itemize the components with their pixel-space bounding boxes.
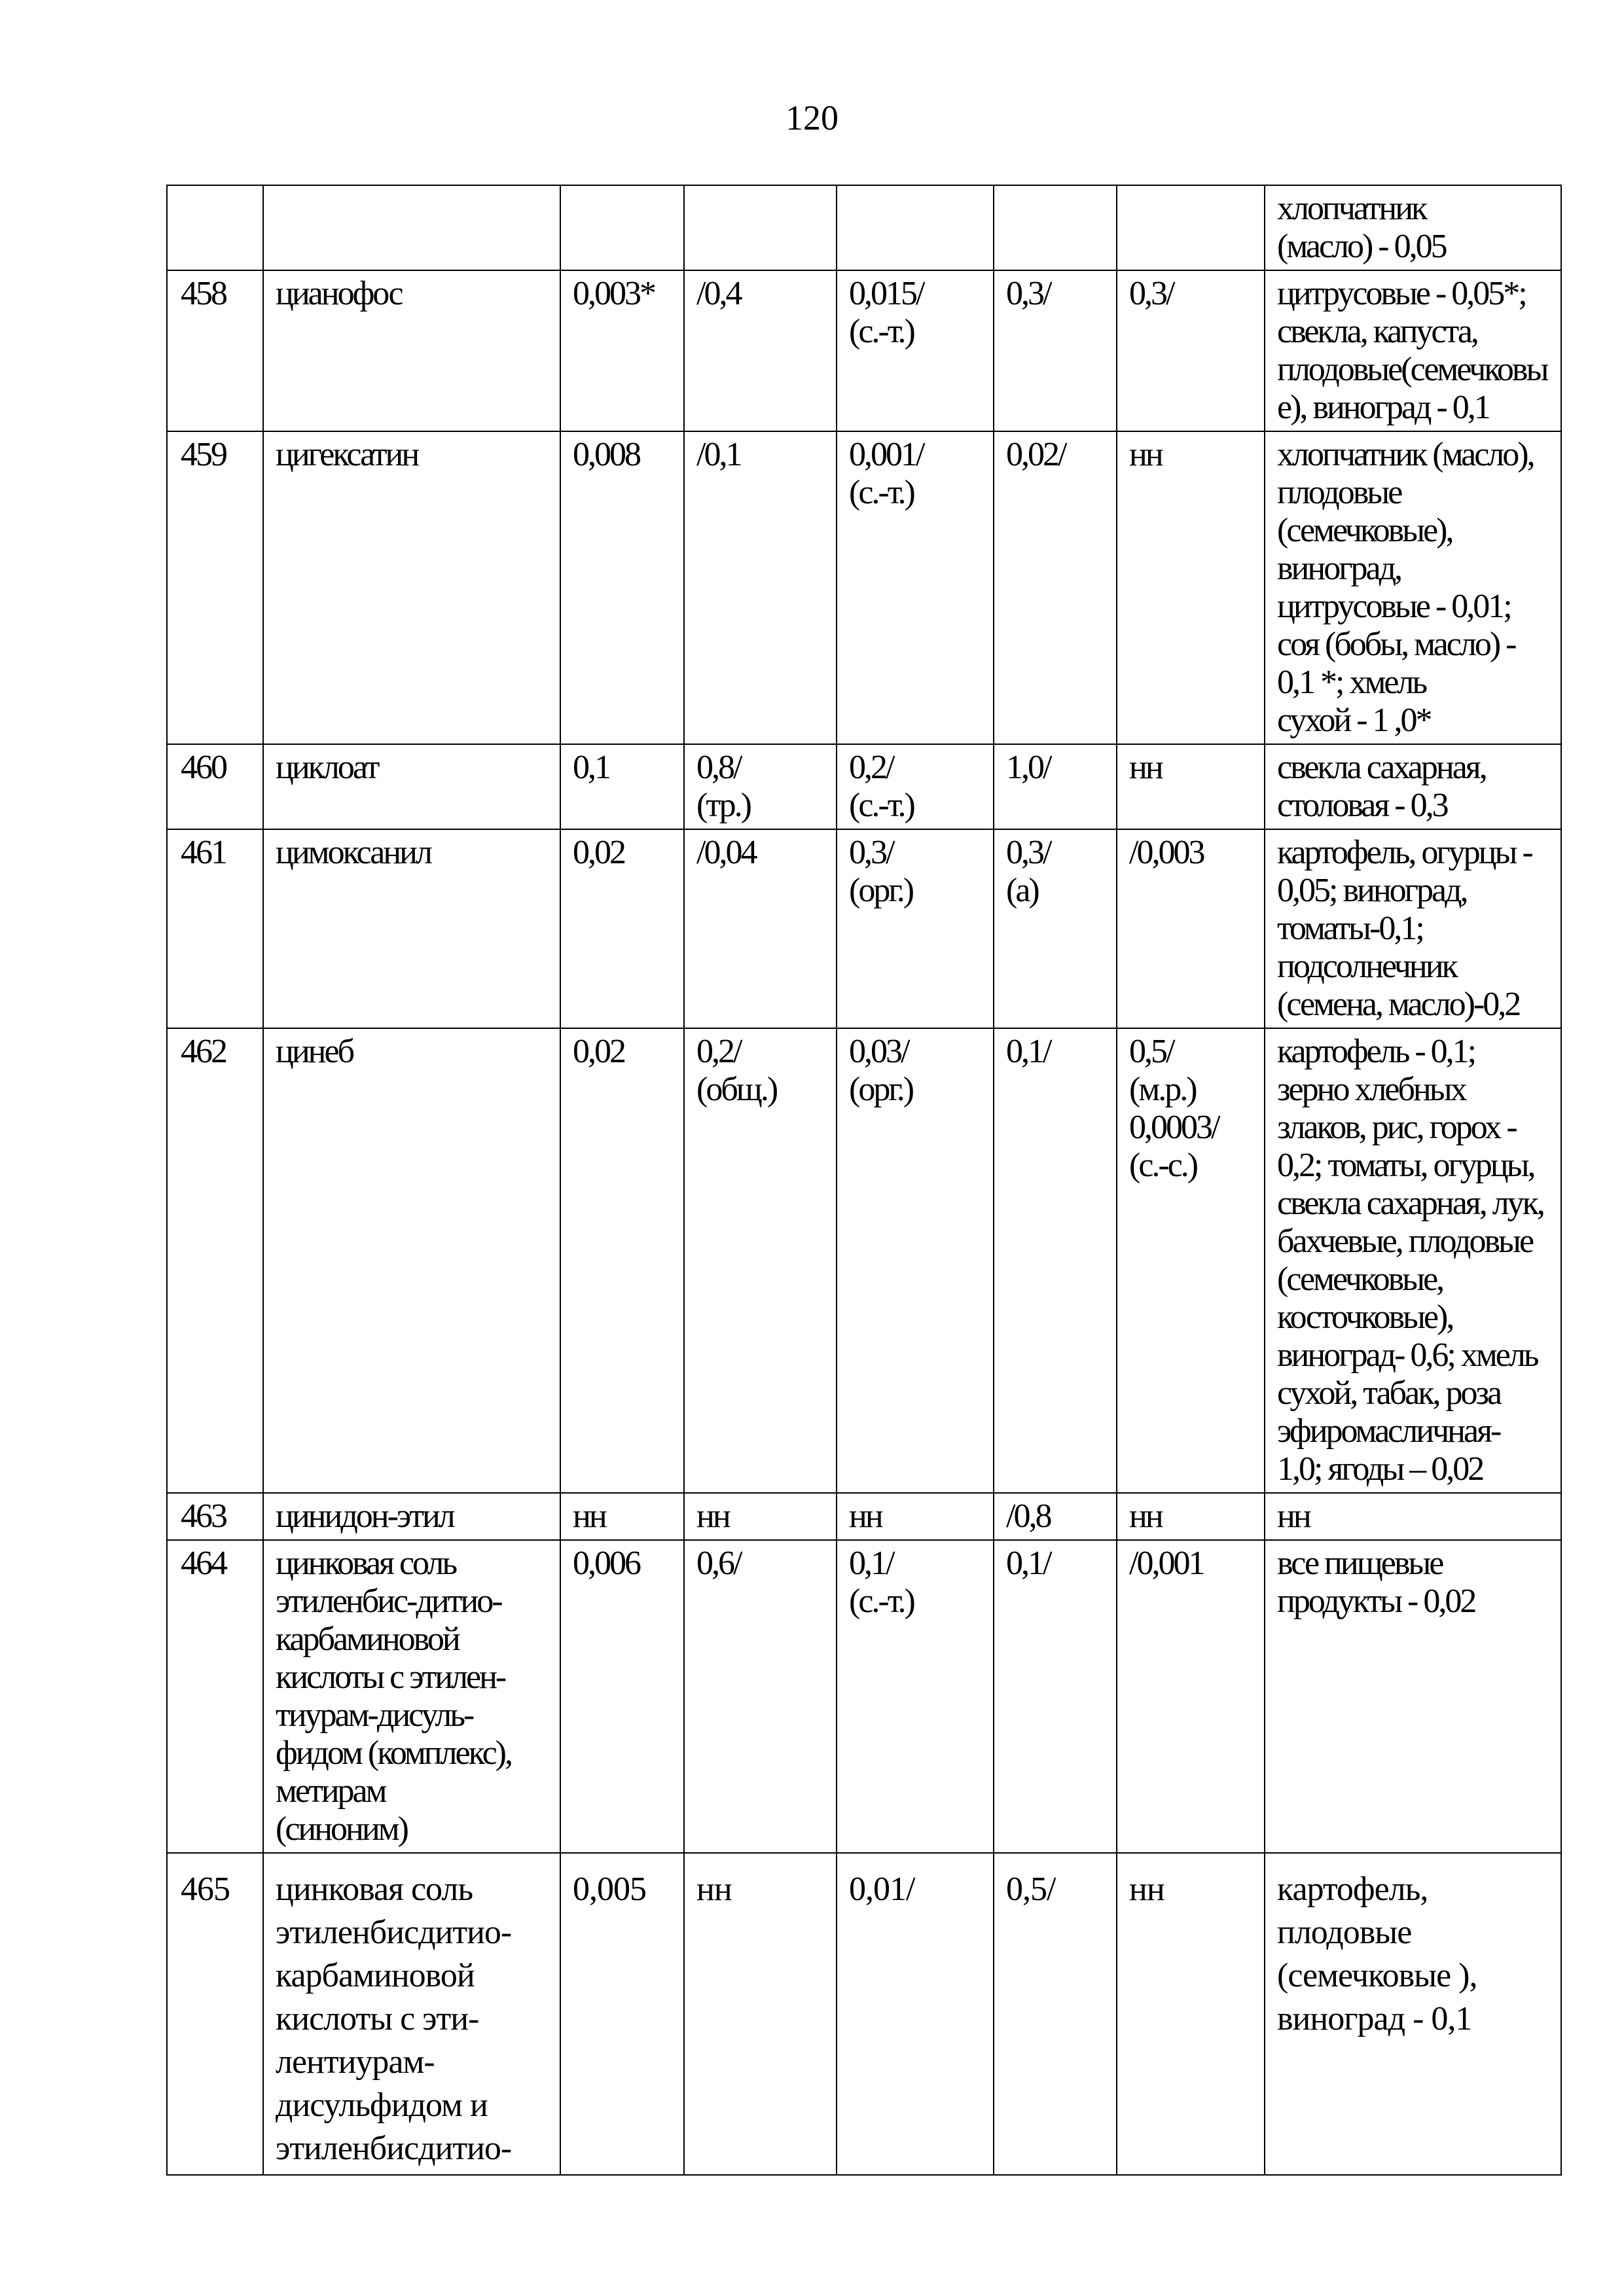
food-limits: нн [1265,1493,1561,1540]
table-row [167,1028,1561,1493]
substance-name: цинковая соль этиленбис-дитио- карбаминовой кислоты с этилен- тиурам-дисуль- фидом (комплекс), метирам (синоним) [263,1540,560,1853]
pesticide-table [166,185,1562,2176]
value-cell-4: 0,1/ [994,1028,1117,1493]
value-cell-4: 0,02/ [994,431,1117,744]
substance-name: цианофос [263,270,560,431]
page-number: 120 [785,98,839,137]
value-cell-3: 0,2/ (с.-т.) [837,744,994,829]
value-cell-2: нн [684,1853,837,2175]
row-number: 461 [167,829,263,1028]
value-cell-2 [684,185,837,270]
substance-name: цигексатин [263,431,560,744]
value-cell-5: нн [1117,431,1265,744]
value-cell-3: нн [837,1493,994,1540]
row-number: 460 [167,744,263,829]
table-row [167,829,1561,1028]
value-cell-2: /0,04 [684,829,837,1028]
value-cell-3: 0,015/ (с.-т.) [837,270,994,431]
value-cell-3: 0,1/ (с.-т.) [837,1540,994,1853]
table-row [167,270,1561,431]
value-cell-4: 0,5/ [994,1853,1117,2175]
table-row [167,185,1561,270]
value-cell-5: /0,003 [1117,829,1265,1028]
value-cell-1: 0,02 [560,829,684,1028]
row-number: 464 [167,1540,263,1853]
food-limits: хлопчатник (масло) - 0,05 [1265,185,1561,270]
value-cell-3 [837,185,994,270]
value-cell-3: 0,03/ (орг.) [837,1028,994,1493]
food-limits: цитрусовые - 0,05*; свекла, капуста, плодовые(семечковы е), виноград - 0,1 [1265,270,1561,431]
food-limits: хлопчатник (масло), плодовые (семечковые), виноград, цитрусовые - 0,01; соя (бобы, масло) - 0,1 *; хмель сухой - 1 ,0* [1265,431,1561,744]
substance-name: цинковая соль этиленбисдитио- карбаминовой кислоты с эти- лентиурам- дисульфидом и этиленбисдитио- [263,1853,560,2175]
substance-name: цинидон-этил [263,1493,560,1540]
value-cell-5: /0,001 [1117,1540,1265,1853]
value-cell-1: 0,006 [560,1540,684,1853]
value-cell-4: 0,3/ [994,270,1117,431]
row-number: 465 [167,1853,263,2175]
row-number [167,185,263,270]
food-limits: картофель - 0,1; зерно хлебных злаков, рис, горох - 0,2; томаты, огурцы, свекла сахарная, лук, бахчевые, плодовые (семечковые, косточковые), виноград- 0,6; хмель сухой, табак, роза эфиромасличная- 1,0; ягоды – 0,02 [1265,1028,1561,1493]
value-cell-1: 0,005 [560,1853,684,2175]
value-cell-5: 0,5/ (м.р.) 0,0003/ (с.-с.) [1117,1028,1265,1493]
value-cell-2: /0,4 [684,270,837,431]
table-row [167,431,1561,744]
food-limits: свекла сахарная, столовая - 0,3 [1265,744,1561,829]
value-cell-1: 0,008 [560,431,684,744]
row-number: 463 [167,1493,263,1540]
substance-name: цимоксанил [263,829,560,1028]
table-row [167,744,1561,829]
value-cell-5: нн [1117,1493,1265,1540]
table-row [167,1493,1561,1540]
value-cell-1: 0,1 [560,744,684,829]
food-limits: картофель, плодовые (семечковые ), виноград - 0,1 [1265,1853,1561,2175]
substance-name [263,185,560,270]
food-limits: картофель, огурцы - 0,05; виноград, томаты-0,1; подсолнечник (семена, масло)-0,2 [1265,829,1561,1028]
value-cell-3: 0,001/ (с.-т.) [837,431,994,744]
value-cell-2: 0,6/ [684,1540,837,1853]
value-cell-5 [1117,185,1265,270]
value-cell-2: 0,8/ (тр.) [684,744,837,829]
value-cell-1: 0,003* [560,270,684,431]
table-row [167,1853,1561,2175]
value-cell-1: нн [560,1493,684,1540]
value-cell-5: 0,3/ [1117,270,1265,431]
row-number: 458 [167,270,263,431]
value-cell-5: нн [1117,1853,1265,2175]
substance-name: цинеб [263,1028,560,1493]
substance-name: циклоат [263,744,560,829]
value-cell-1: 0,02 [560,1028,684,1493]
value-cell-4: 0,3/ (а) [994,829,1117,1028]
value-cell-4: /0,8 [994,1493,1117,1540]
value-cell-2: 0,2/ (общ.) [684,1028,837,1493]
value-cell-1 [560,185,684,270]
row-number: 459 [167,431,263,744]
value-cell-5: нн [1117,744,1265,829]
value-cell-2: /0,1 [684,431,837,744]
row-number: 462 [167,1028,263,1493]
table-row [167,1540,1561,1853]
value-cell-3: 0,01/ [837,1853,994,2175]
value-cell-4: 1,0/ [994,744,1117,829]
value-cell-2: нн [684,1493,837,1540]
food-limits: все пищевые продукты - 0,02 [1265,1540,1561,1853]
value-cell-3: 0,3/ (орг.) [837,829,994,1028]
value-cell-4: 0,1/ [994,1540,1117,1853]
value-cell-4 [994,185,1117,270]
